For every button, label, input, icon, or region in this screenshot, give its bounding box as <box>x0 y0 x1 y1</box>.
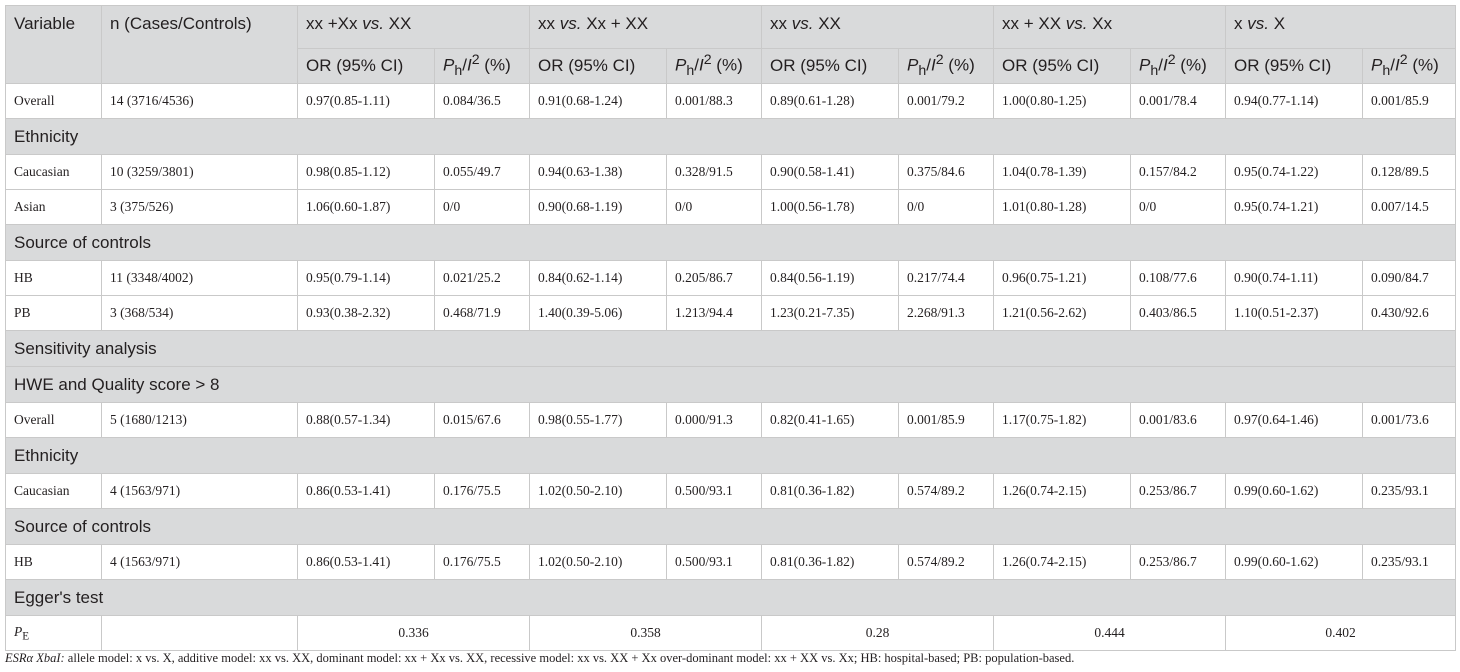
or-cell: 0.97(0.85-1.11) <box>298 84 435 119</box>
or-cell: 0.86(0.53-1.41) <box>298 474 435 509</box>
section-label: Source of controls <box>6 225 1456 261</box>
ph-sup: 2 <box>1167 52 1176 69</box>
col-ph-header <box>667 49 762 84</box>
or-cell: 0.95(0.74-1.22) <box>1226 155 1363 190</box>
ph-cell: 0.176/75.5 <box>435 545 530 580</box>
model-pre: xx <box>770 14 792 33</box>
or-cell: 0.84(0.56-1.19) <box>762 261 899 296</box>
section-row <box>6 509 1456 545</box>
ph-cell: 0.375/84.6 <box>899 155 994 190</box>
model-vs: vs. <box>1065 14 1088 33</box>
ph-cell: 0.007/14.5 <box>1363 190 1456 225</box>
ph-cell: 0.403/86.5 <box>1131 296 1226 331</box>
ph-sup: 2 <box>703 52 712 69</box>
or-cell: 0.94(0.63-1.38) <box>530 155 667 190</box>
ph-cell: 0.328/91.5 <box>667 155 762 190</box>
table-footnote <box>5 651 1074 666</box>
or-cell: 1.26(0.74-2.15) <box>994 545 1131 580</box>
ph-p: P <box>1139 56 1151 76</box>
ph-cell: 0.001/79.2 <box>899 84 994 119</box>
or-cell: 1.02(0.50-2.10) <box>530 474 667 509</box>
model-vs: vs. <box>559 14 582 33</box>
egger-value: 0.336 <box>298 616 530 651</box>
row-label: Asian <box>6 190 102 225</box>
row-label: Caucasian <box>6 155 102 190</box>
or-cell: 1.10(0.51-2.37) <box>1226 296 1363 331</box>
row-label: HB <box>6 545 102 580</box>
ph-sup: 2 <box>471 52 480 69</box>
table-header <box>6 6 1456 84</box>
section-row <box>6 119 1456 155</box>
row-n: 3 (368/534) <box>102 296 298 331</box>
section-label: HWE and Quality score > 8 <box>6 367 1456 403</box>
ph-cell: 0.176/75.5 <box>435 474 530 509</box>
egger-value: 0.444 <box>994 616 1226 651</box>
or-cell: 0.81(0.36-1.82) <box>762 545 899 580</box>
or-cell: 1.17(0.75-1.82) <box>994 403 1131 438</box>
ph-sub: h <box>454 63 463 80</box>
col-n-header: n (Cases/Controls) <box>102 6 298 84</box>
section-row <box>6 225 1456 261</box>
ph-cell: 0.108/77.6 <box>1131 261 1226 296</box>
row-label: Caucasian <box>6 474 102 509</box>
section-label: Sensitivity analysis <box>6 331 1456 367</box>
ph-cell: 0.015/67.6 <box>435 403 530 438</box>
or-cell: 1.00(0.56-1.78) <box>762 190 899 225</box>
ph-cell: 0.000/91.3 <box>667 403 762 438</box>
table-row <box>6 474 1456 509</box>
row-n: 4 (1563/971) <box>102 545 298 580</box>
table-row <box>6 261 1456 296</box>
or-cell: 0.88(0.57-1.34) <box>298 403 435 438</box>
ph-cell: 0.500/93.1 <box>667 545 762 580</box>
table-row <box>6 296 1456 331</box>
or-cell: 0.95(0.74-1.21) <box>1226 190 1363 225</box>
ph-cell: 0.468/71.9 <box>435 296 530 331</box>
section-label: Egger's test <box>6 580 1456 616</box>
model-pre: xx <box>538 14 560 33</box>
ph-cell: 0.001/78.4 <box>1131 84 1226 119</box>
or-cell: 1.06(0.60-1.87) <box>298 190 435 225</box>
or-cell: 0.98(0.85-1.12) <box>298 155 435 190</box>
or-cell: 0.99(0.60-1.62) <box>1226 474 1363 509</box>
ph-cell: 0.055/49.7 <box>435 155 530 190</box>
ph-p: P <box>443 56 455 76</box>
section-row <box>6 580 1456 616</box>
egger-label <box>6 616 102 651</box>
row-n: 5 (1680/1213) <box>102 403 298 438</box>
ph-cell: 0.430/92.6 <box>1363 296 1456 331</box>
section-row <box>6 367 1456 403</box>
row-label: HB <box>6 261 102 296</box>
model-post: XX <box>813 14 841 33</box>
ph-p: P <box>675 56 687 76</box>
row-n: 4 (1563/971) <box>102 474 298 509</box>
egger-row <box>6 616 1456 651</box>
ph-cell: 0.001/85.9 <box>899 403 994 438</box>
model-vs: vs. <box>1247 14 1269 33</box>
or-cell: 0.89(0.61-1.28) <box>762 84 899 119</box>
ph-sub: h <box>918 63 927 80</box>
or-cell: 1.01(0.80-1.28) <box>994 190 1131 225</box>
row-label: PB <box>6 296 102 331</box>
col-ph-header <box>1131 49 1226 84</box>
model-header <box>530 6 762 49</box>
or-cell: 1.21(0.56-2.62) <box>994 296 1131 331</box>
model-vs: vs. <box>362 14 384 33</box>
ph-cell: 0/0 <box>435 190 530 225</box>
ph-cell: 0.217/74.4 <box>899 261 994 296</box>
or-cell: 1.04(0.78-1.39) <box>994 155 1131 190</box>
ph-sub: h <box>1382 63 1391 80</box>
col-or-header: OR (95% CI) <box>762 49 899 84</box>
footnote-lead: ESRα XbaI: <box>5 651 65 665</box>
ph-slash: / <box>462 56 467 76</box>
ph-i: I <box>466 56 472 76</box>
ph-cell: 0.128/89.5 <box>1363 155 1456 190</box>
ph-cell: 0.084/36.5 <box>435 84 530 119</box>
ph-cell: 0.500/93.1 <box>667 474 762 509</box>
col-or-header: OR (95% CI) <box>298 49 435 84</box>
col-or-header: OR (95% CI) <box>994 49 1131 84</box>
model-vs: vs. <box>791 14 814 33</box>
ph-cell: 0.090/84.7 <box>1363 261 1456 296</box>
row-n: 10 (3259/3801) <box>102 155 298 190</box>
ph-i: I <box>930 56 936 76</box>
ph-cell: 0.001/85.9 <box>1363 84 1456 119</box>
ph-p: P <box>1371 56 1383 76</box>
ph-cell: 2.268/91.3 <box>899 296 994 331</box>
table-body <box>6 84 1456 651</box>
row-label: Overall <box>6 403 102 438</box>
model-post: Xx + XX <box>581 14 649 33</box>
col-variable-header: Variable <box>6 6 102 84</box>
ph-cell: 0.235/93.1 <box>1363 474 1456 509</box>
model-header <box>298 6 530 49</box>
ph-cell: 0.157/84.2 <box>1131 155 1226 190</box>
ph-sup: 2 <box>935 52 944 69</box>
ph-slash: / <box>694 56 699 76</box>
meta-analysis-table <box>5 5 1456 651</box>
egger-p: P <box>14 623 23 639</box>
table-row <box>6 545 1456 580</box>
or-cell: 0.81(0.36-1.82) <box>762 474 899 509</box>
ph-unit: (%) <box>479 56 511 76</box>
or-cell: 0.84(0.62-1.14) <box>530 261 667 296</box>
or-cell: 0.98(0.55-1.77) <box>530 403 667 438</box>
egger-value: 0.402 <box>1226 616 1456 651</box>
ph-i: I <box>1162 56 1168 76</box>
ph-i: I <box>1394 56 1400 76</box>
ph-p: P <box>907 56 919 76</box>
ph-unit: (%) <box>943 56 975 76</box>
ph-cell: 0.574/89.2 <box>899 474 994 509</box>
ph-cell: 0.253/86.7 <box>1131 474 1226 509</box>
row-n: 3 (375/526) <box>102 190 298 225</box>
ph-slash: / <box>1158 56 1163 76</box>
col-ph-header <box>435 49 530 84</box>
or-cell: 0.97(0.64-1.46) <box>1226 403 1363 438</box>
or-cell: 0.91(0.68-1.24) <box>530 84 667 119</box>
ph-cell: 0.205/86.7 <box>667 261 762 296</box>
or-cell: 0.90(0.74-1.11) <box>1226 261 1363 296</box>
ph-sub: h <box>686 63 695 80</box>
ph-sub: h <box>1150 63 1159 80</box>
ph-cell: 0.021/25.2 <box>435 261 530 296</box>
or-cell: 1.26(0.74-2.15) <box>994 474 1131 509</box>
or-cell: 0.90(0.58-1.41) <box>762 155 899 190</box>
or-cell: 1.02(0.50-2.10) <box>530 545 667 580</box>
ph-sup: 2 <box>1399 52 1408 69</box>
or-cell: 0.90(0.68-1.19) <box>530 190 667 225</box>
model-header <box>994 6 1226 49</box>
row-n: 11 (3348/4002) <box>102 261 298 296</box>
or-cell: 0.96(0.75-1.21) <box>994 261 1131 296</box>
model-header <box>1226 6 1456 49</box>
egger-empty <box>102 616 298 651</box>
table-row <box>6 403 1456 438</box>
or-cell: 0.93(0.38-2.32) <box>298 296 435 331</box>
ph-cell: 0.253/86.7 <box>1131 545 1226 580</box>
ph-cell: 0.001/88.3 <box>667 84 762 119</box>
col-ph-header <box>1363 49 1456 84</box>
col-or-header: OR (95% CI) <box>530 49 667 84</box>
row-n: 14 (3716/4536) <box>102 84 298 119</box>
ph-cell: 0/0 <box>1131 190 1226 225</box>
model-post: X <box>1269 14 1286 33</box>
ph-slash: / <box>926 56 931 76</box>
ph-cell: 0.001/83.6 <box>1131 403 1226 438</box>
ph-cell: 0/0 <box>667 190 762 225</box>
egger-value: 0.358 <box>530 616 762 651</box>
table-row <box>6 84 1456 119</box>
or-cell: 0.82(0.41-1.65) <box>762 403 899 438</box>
model-header <box>762 6 994 49</box>
model-pre: xx + XX <box>1002 14 1066 33</box>
or-cell: 1.23(0.21-7.35) <box>762 296 899 331</box>
ph-slash: / <box>1390 56 1395 76</box>
section-label: Source of controls <box>6 509 1456 545</box>
or-cell: 0.99(0.60-1.62) <box>1226 545 1363 580</box>
model-post: XX <box>383 14 412 33</box>
table-row <box>6 155 1456 190</box>
or-cell: 0.95(0.79-1.14) <box>298 261 435 296</box>
ph-unit: (%) <box>711 56 743 76</box>
or-cell: 0.94(0.77-1.14) <box>1226 84 1363 119</box>
ph-cell: 0.574/89.2 <box>899 545 994 580</box>
ph-cell: 0.001/73.6 <box>1363 403 1456 438</box>
ph-unit: (%) <box>1407 56 1439 76</box>
or-cell: 1.40(0.39-5.06) <box>530 296 667 331</box>
ph-unit: (%) <box>1175 56 1207 76</box>
ph-cell: 1.213/94.4 <box>667 296 762 331</box>
egger-value: 0.28 <box>762 616 994 651</box>
or-cell: 0.86(0.53-1.41) <box>298 545 435 580</box>
section-row <box>6 331 1456 367</box>
section-label: Ethnicity <box>6 119 1456 155</box>
col-ph-header <box>899 49 994 84</box>
model-post: Xx <box>1087 14 1113 33</box>
table-row <box>6 190 1456 225</box>
section-label: Ethnicity <box>6 438 1456 474</box>
ph-cell: 0.235/93.1 <box>1363 545 1456 580</box>
row-label: Overall <box>6 84 102 119</box>
footnote-text: allele model: x vs. X, additive model: xx vs. XX, dominant model: xx + Xx vs. XX, recessive model: xx vs. XX + Xx over-dominant model: xx + XX vs. Xx; HB: hospital-based; PB: population-based. <box>64 651 1075 665</box>
col-or-header: OR (95% CI) <box>1226 49 1363 84</box>
model-pre: x <box>1234 14 1248 33</box>
egger-sub: E <box>22 630 30 643</box>
ph-i: I <box>698 56 704 76</box>
ph-cell: 0/0 <box>899 190 994 225</box>
model-pre: xx +Xx <box>306 14 363 33</box>
section-row <box>6 438 1456 474</box>
or-cell: 1.00(0.80-1.25) <box>994 84 1131 119</box>
